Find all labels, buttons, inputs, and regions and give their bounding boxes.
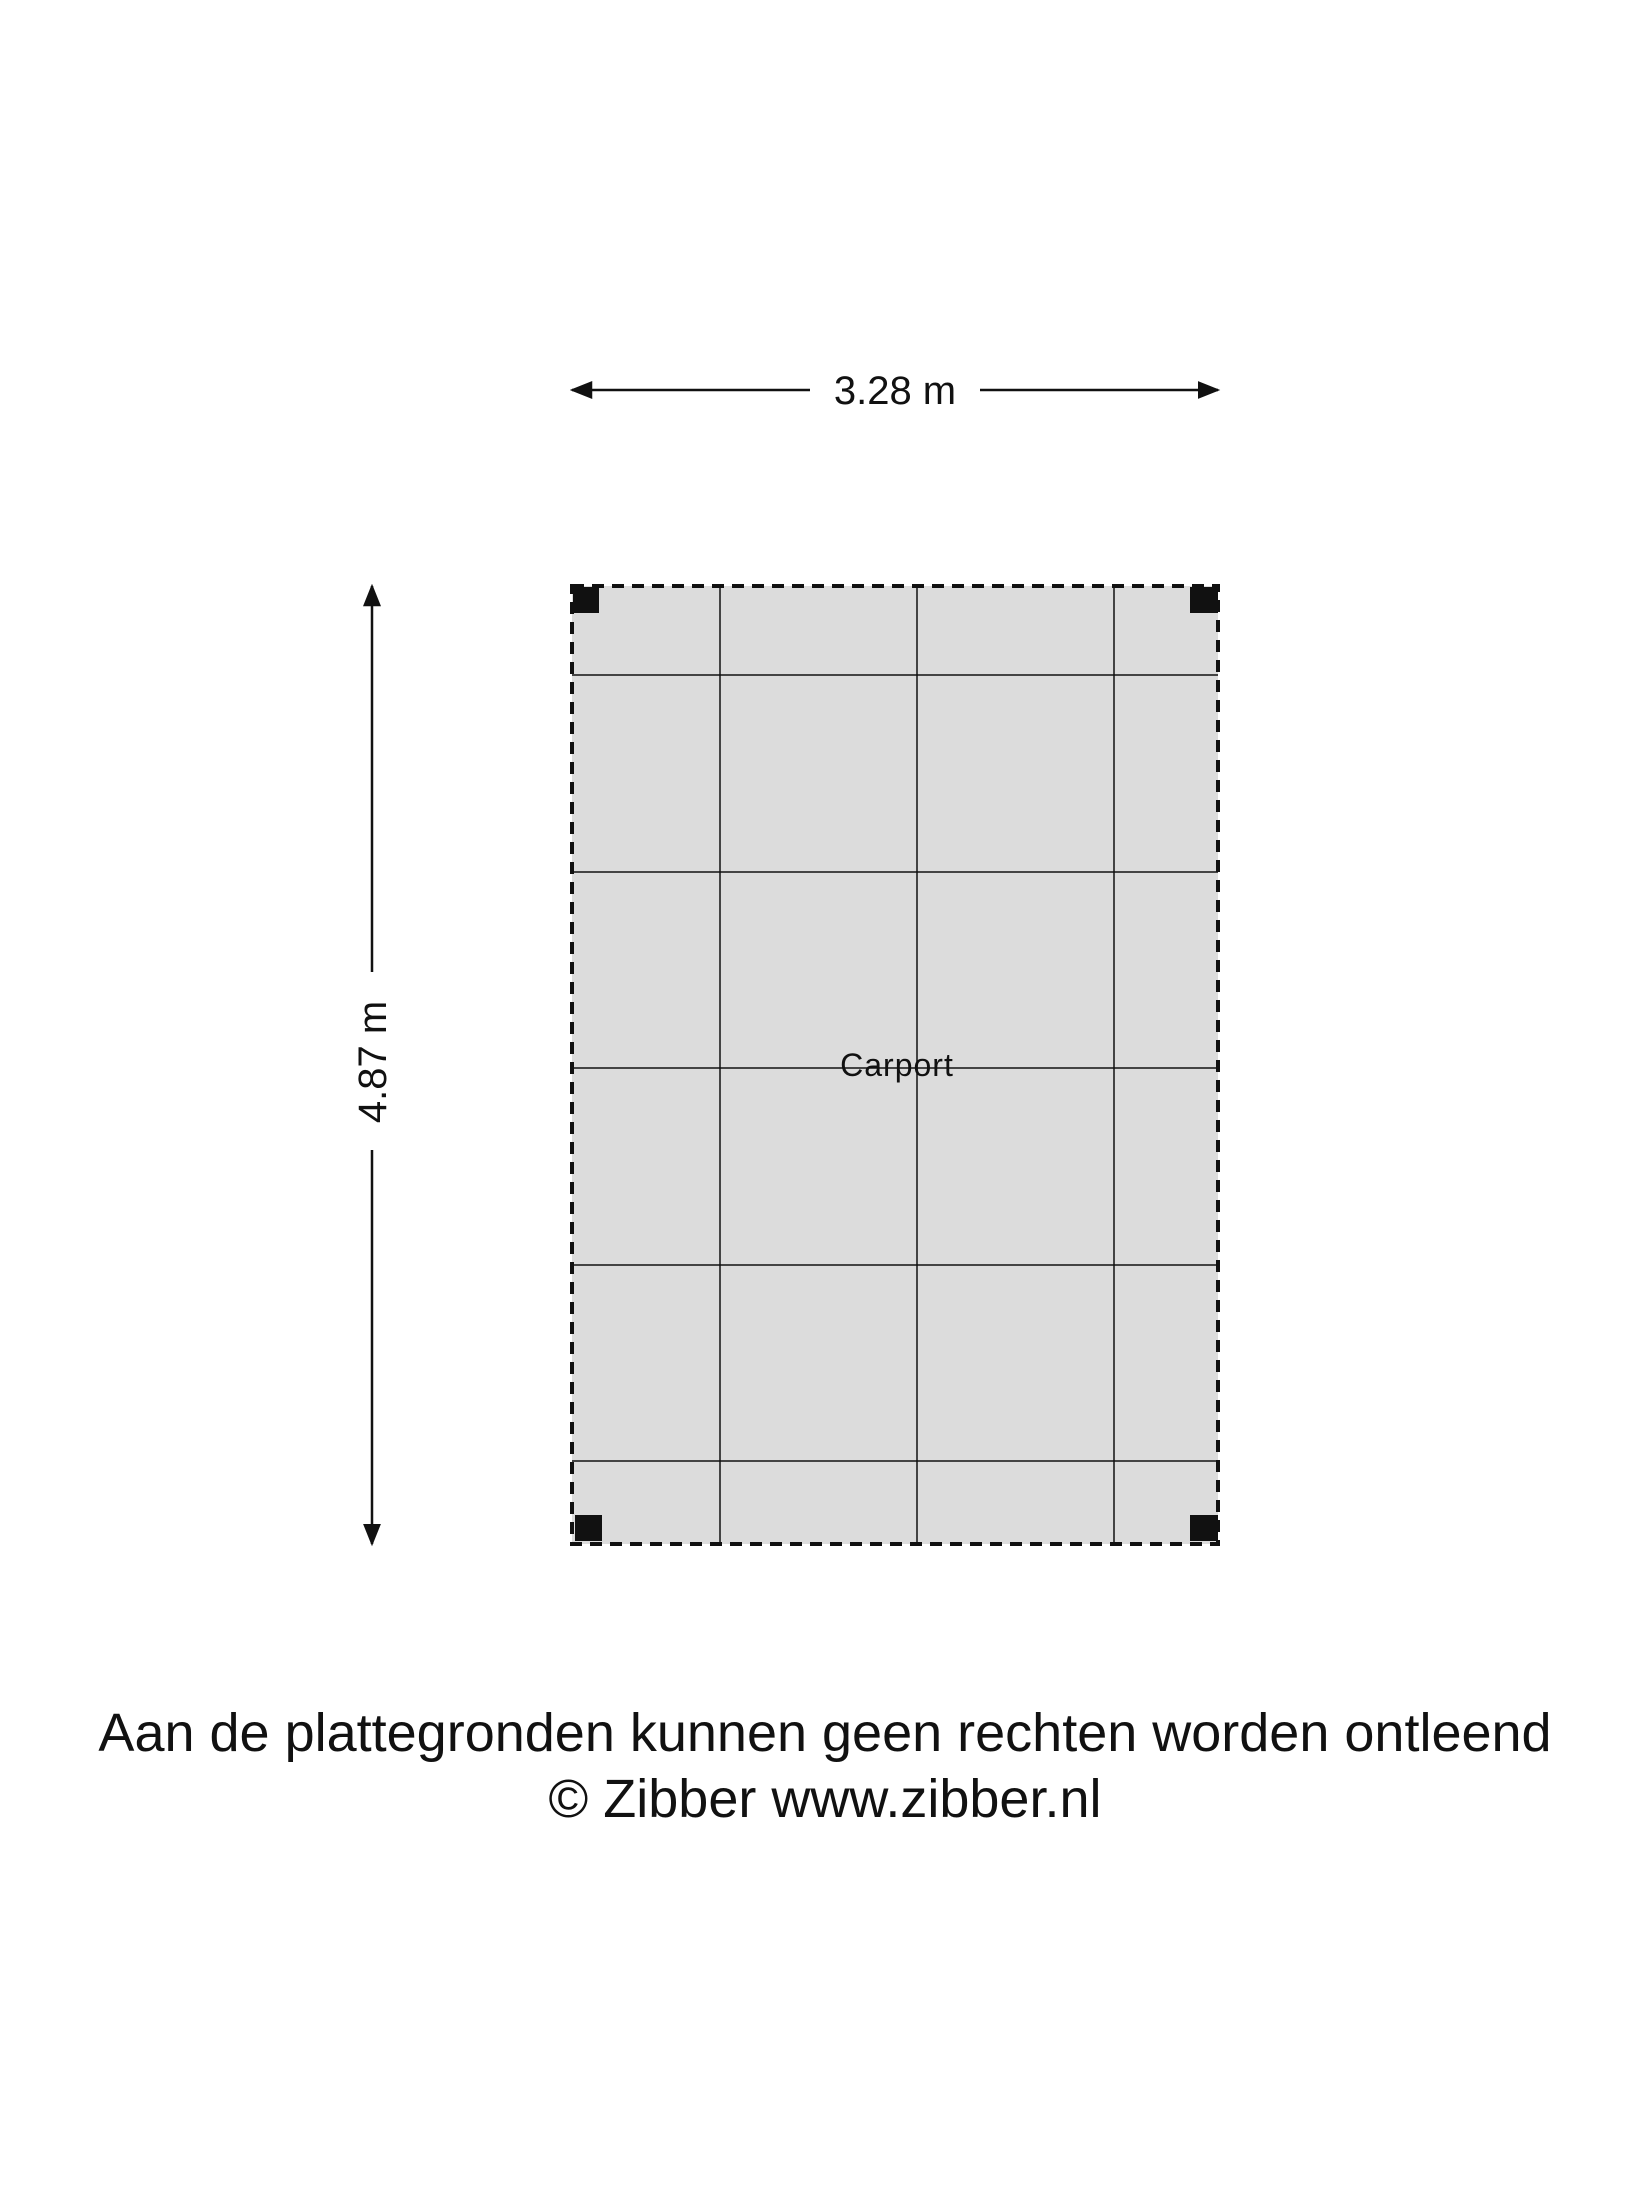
post-bottom-right — [1190, 1515, 1218, 1541]
copyright-text: © Zibber www.zibber.nl — [548, 1769, 1102, 1829]
disclaimer-text: Aan de plattegronden kunnen geen rechten worden ontleend — [98, 1703, 1552, 1763]
footer — [0, 1700, 1650, 1832]
height-dimension — [351, 586, 395, 1544]
width-label: 3.28 m — [833, 369, 957, 413]
post-bottom-left — [575, 1515, 602, 1541]
width-dimension — [572, 369, 1218, 413]
height-label: 4.87 m — [351, 1000, 395, 1124]
post-top-left — [573, 587, 599, 613]
post-top-right — [1190, 587, 1218, 613]
room-label: Carport — [840, 1047, 954, 1083]
